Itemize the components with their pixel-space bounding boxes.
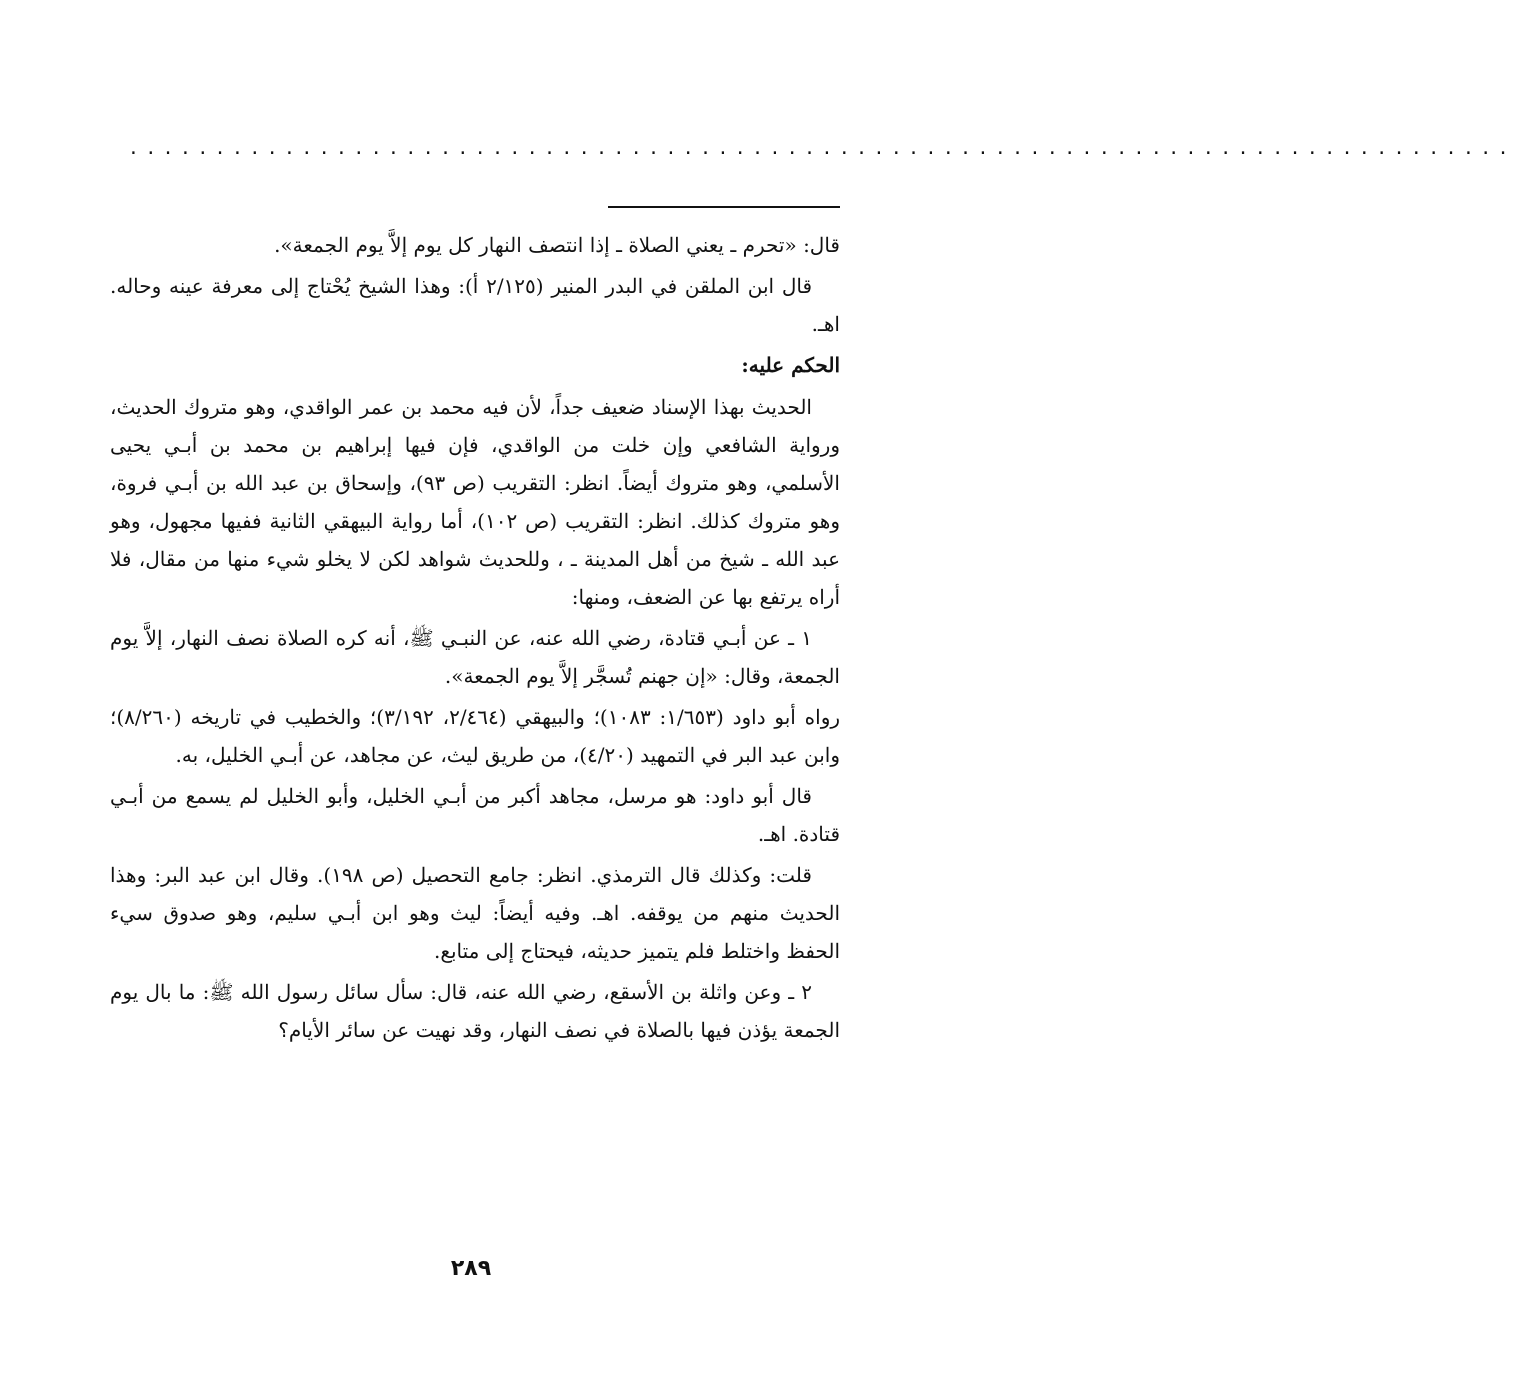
paragraph-ruling: الحديث بهذا الإسناد ضعيف جداً، لأن فيه محمد بن عمر الواقدي، وهو متروك الحديث، ورواية الشافعي وإن خلت من الواقدي، فإن فيها إبراهيم بن محمد بن أبـي يحيى الأسلمي، وهو متروك أيضاً. انظر: التقريب (ص ٩٣)، وإسحاق بن عبد الله بن أبـي فروة، وهو متروك كذلك. انظر: التقريب (ص ١٠٢)، أما رواية البيهقي الثانية ففيها مجهول، وهو عبد الله ـ شيخ من أهل المدينة ـ ، وللحديث شواهد لكن لا يخلو شيء منها من مقال، فلا أراه يرتفع بها عن الضعف، ومنها: bbox=[110, 395, 840, 609]
paragraph-hadith-2: ٢ ـ وعن واثلة بن الأسقع، رضي الله عنه، قال: سأل سائل رسول الله ﷺ: ما بال يوم الجمعة يؤذن فيها بالصلاة في نصف النهار، وقد نهيت عن سائر الأيام؟ bbox=[110, 980, 840, 1042]
page-number: ٢٨٩ bbox=[450, 1256, 492, 1281]
dotted-separator: ................................................................................ bbox=[128, 138, 1515, 159]
section-heading: الحكم عليه: bbox=[741, 353, 840, 377]
paragraph-narrations: رواه أبو داود (١/٦٥٣: ١٠٨٣)؛ والبيهقي (٢/٤٦٤، ٣/١٩٢)؛ والخطيب في تاريخه (٨/٢٦٠)؛ وابن عبد البر في التمهيد (٤/٢٠)، من طريق ليث، عن مجاهد، عن أبـي الخليل، به. bbox=[110, 705, 841, 767]
paragraph-quote: قال: «تحرم ـ يعني الصلاة ـ إذا انتصف النهار كل يوم إلاَّ يوم الجمعة». bbox=[274, 233, 840, 257]
paragraph-ibn-mulaqqin: قال ابن الملقن في البدر المنير (٢/١٢٥ أ): وهذا الشيخ يُحْتاج إلى معرفة عينه وحاله. اهـ. bbox=[110, 274, 840, 336]
footnote-rule bbox=[608, 206, 840, 208]
paragraph-hadith-1: ١ ـ عن أبـي قتادة، رضي الله عنه، عن النبـي ﷺ، أنه كره الصلاة نصف النهار، إلاَّ يوم الجمعة، وقال: «إن جهنم تُسجَّر إلاَّ يوم الجمعة». bbox=[110, 626, 840, 688]
paragraph-commentary: قلت: وكذلك قال الترمذي. انظر: جامع التحصيل (ص ١٩٨). وقال ابن عبد البر: وهذا الحديث منهم من يوقفه. اهـ. وفيه أيضاً: ليث وهو ابن أبـي سليم، وهو صدوق سيء الحفظ واختلط فلم يتميز حديثه، فيحتاج إلى متابع. bbox=[110, 863, 840, 963]
page-body bbox=[110, 226, 840, 1052]
paragraph-abu-dawud: قال أبو داود: هو مرسل، مجاهد أكبر من أبـي الخليل، وأبو الخليل لم يسمع من أبـي قتادة. اهـ. bbox=[110, 784, 840, 846]
